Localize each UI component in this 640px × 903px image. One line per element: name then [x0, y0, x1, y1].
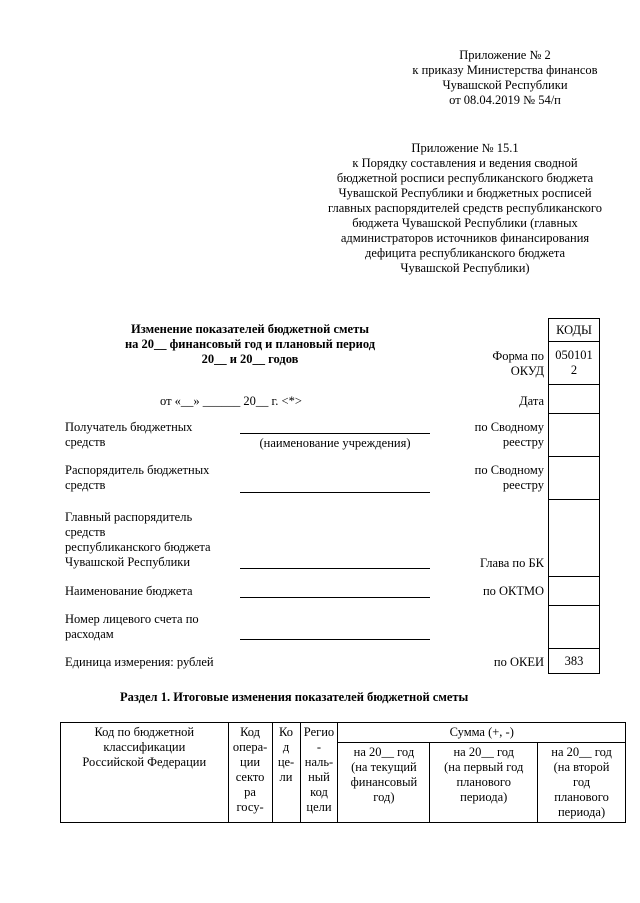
- appendix-line: Приложение № 15.1: [411, 141, 519, 155]
- date-line: от «__» ______ 20__ г. <*>: [160, 394, 302, 408]
- budget-name-field-line[interactable]: [240, 597, 430, 598]
- recipient-field-line[interactable]: [240, 433, 430, 434]
- appendix-2-line: к приказу Министерства финансов: [412, 63, 598, 77]
- main-distributor-label: Главный распорядитель средств республиканского бюджета Чувашской Республики: [65, 510, 211, 569]
- appendix-line: администраторов источников финансирования: [340, 231, 590, 245]
- oktmo-code-cell: [548, 576, 600, 606]
- appendix-2-line: Чувашской Республики: [442, 78, 568, 92]
- date-code-cell: [548, 384, 600, 414]
- date-label: Дата: [519, 394, 544, 408]
- distributor-field-line[interactable]: [240, 492, 430, 493]
- title-line-3: 20__ и 20__ годов: [201, 352, 299, 366]
- okud-code: 050101 2: [548, 341, 600, 385]
- appendix-line: бюджета Чувашской Республики (главных: [352, 216, 578, 230]
- appendix-line: Чувашской Республики и бюджетных росписей: [338, 186, 592, 200]
- col-header-goal-code: Ко д це- ли: [272, 723, 300, 823]
- appendix-line: Чувашской Республики): [400, 261, 530, 275]
- appendix-15-1-header: [310, 141, 620, 276]
- codes-header: КОДЫ: [548, 318, 600, 342]
- svod-reestr-label-1: по Сводному реестру: [474, 420, 544, 449]
- account-label: Номер лицевого счета по расходам: [65, 612, 199, 641]
- title-line-1: Изменение показателей бюджетной сметы: [131, 322, 369, 336]
- form-okud-label: Форма по ОКУД: [492, 349, 544, 378]
- col-header-year-1: на 20__ год (на текущий финансовый год): [338, 743, 430, 823]
- account-code-cell: [548, 605, 600, 649]
- document-title: [90, 322, 410, 367]
- svod1-code-cell: [548, 413, 600, 457]
- appendix-2-header: [400, 48, 610, 108]
- unit-label: Единица измерения: рублей: [65, 655, 214, 669]
- svod2-code-cell: [548, 456, 600, 500]
- appendix-2-line: Приложение № 2: [459, 48, 551, 62]
- col-header-sum: Сумма (+, -): [338, 723, 626, 743]
- okei-code: 383: [548, 648, 600, 674]
- glava-code-cell: [548, 499, 600, 577]
- appendix-line: бюджетной росписи республиканского бюджета: [336, 171, 594, 185]
- section-title: Раздел 1. Итоговые изменения показателей бюджетной сметы: [120, 690, 469, 704]
- col-header-regional-code: Регио - наль- ный код цели: [300, 723, 338, 823]
- main-distributor-field-line[interactable]: [240, 568, 430, 569]
- budget-name-label: Наименование бюджета: [65, 584, 193, 598]
- oktmo-label: по ОКТМО: [482, 584, 544, 598]
- col-header-year-3: на 20__ год (на второй год планового периода): [538, 743, 626, 823]
- glava-bk-label: Глава по БК: [479, 556, 544, 570]
- account-field-line[interactable]: [240, 639, 430, 640]
- budget-changes-table: [60, 722, 626, 823]
- appendix-line: к Порядку составления и ведения сводной: [352, 156, 578, 170]
- col-header-budget-code: Код по бюджетной классификации Российской Федерации: [61, 723, 229, 823]
- recipient-hint: (наименование учреждения): [259, 436, 411, 450]
- title-line-2: на 20__ финансовый год и плановый период: [124, 337, 376, 351]
- col-header-year-2: на 20__ год (на первый год планового периода): [430, 743, 538, 823]
- okei-label: по ОКЕИ: [493, 655, 544, 669]
- distributor-label: Распорядитель бюджетных средств: [65, 463, 210, 492]
- appendix-line: дефицита республиканского бюджета: [364, 246, 566, 260]
- col-header-operation-code: Код опера- ции секто ра госу-: [228, 723, 272, 823]
- svod-reestr-label-2: по Сводному реестру: [474, 463, 544, 492]
- recipient-label: Получатель бюджетных средств: [65, 420, 193, 449]
- appendix-2-line: от 08.04.2019 № 54/п: [449, 93, 561, 107]
- appendix-line: главных распорядителей средств республиканского: [328, 201, 602, 215]
